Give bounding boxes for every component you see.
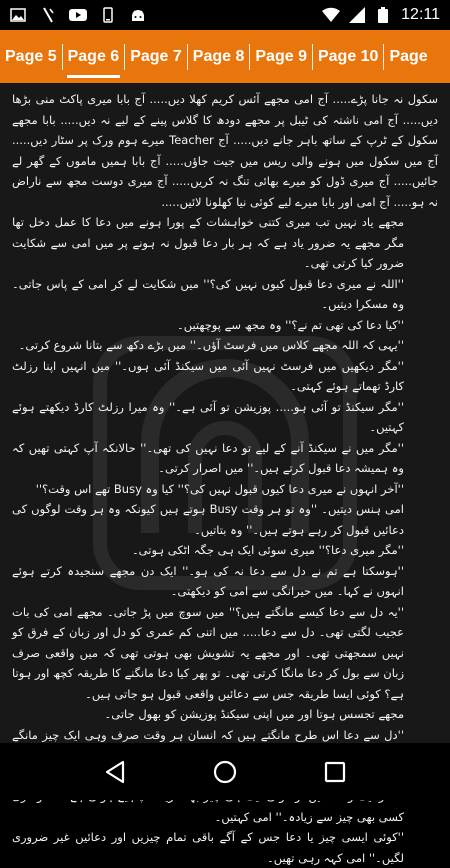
back-button[interactable] <box>95 752 135 792</box>
story-paragraph: ''مگر میں نے سیکنڈ آنے کے لیے تو دعا نہیں کی تھی۔'' حالانکہ آپ کہتی تھیں کہ وہ ہمیشہ دعا قبول کرتے ہیں۔'' میں اصرار کرتی۔ <box>12 440 404 475</box>
home-circle-icon <box>213 760 237 784</box>
story-content[interactable] <box>0 83 450 865</box>
story-paragraph: کسی بھی چیز سے زیادہ۔'' امی کہتیں۔ <box>214 809 404 824</box>
system-nav-bar <box>0 743 450 800</box>
recents-button[interactable] <box>315 752 355 792</box>
home-button[interactable] <box>205 752 245 792</box>
story-paragraph: سکول نہ جانا پڑے..... آج امی مجھے آئس کریم کھلا دیں..... آج بابا میری پاکٹ منی بڑھا دیں..... آج امی ناشتہ کی ٹیبل پر مجھے دودھ کا گلاس پینے کے لیے نہ دیں..... بابا مجھے سکول کے ٹرپ کے ساتھ باہر جانے دیں..... آج Teacher میرے ہوم ورک پر سٹار دیں..... آج میں سکول میں ہونے والی ریس میں جیت جاؤں..... آج بابا ہمیں ماموں کے گھر لے جائیں..... آج میری ڈول کو میرے بھائی تنگ نہ کریں..... آج میری دوست مجھ سے ناراض نہ ہو..... آج امی اور بابا میرے لیے کوئی نیا کھلونا لائیں..... <box>12 92 438 209</box>
wifi-icon <box>323 7 339 23</box>
story-paragraph: ''یہی کہ اللہ مجھے کلاس میں فرسٹ آؤں۔'' میں بڑے دکھ سے بتانا شروع کرتی۔ <box>18 338 404 352</box>
story-paragraph: مجھے تجسس ہوتا اور میں اپنی سیکنڈ پوزیشن کو بھول جاتی۔ <box>104 707 404 721</box>
signal-icon <box>349 7 365 23</box>
tab-page-5[interactable]: Page 5 <box>5 47 57 65</box>
tab-page-10[interactable]: Page 10 <box>317 47 379 65</box>
story-paragraph: ''ہوسکتا ہے تم نے دل سے دعا نہ کی ہو۔'' ایک دن مجھے سنجیدہ کرتے ہوئے انہوں نے کہا۔ میں حیرانگی سے امی کو دیکھتی۔ <box>12 563 404 598</box>
story-paragraph: ''اللہ نے میری دعا قبول کیوں نہیں کی؟'' میں شکایت لے کر امی کے پاس جاتی۔ وہ مسکرا دیتیں۔ <box>12 276 404 311</box>
youtube-icon <box>70 7 86 23</box>
story-paragraph: ''مگر سیکنڈ تو آئی ہو..... پوزیشن تو آئی ہے۔'' وہ میرا رزلٹ کارڈ دیکھتے ہوئے کہتیں۔ <box>12 399 404 434</box>
tab-page[interactable]: Page <box>389 47 428 65</box>
story-paragraph: ''کیا دعا کی تھی تم نے؟'' وہ مجھ سے پوچھتیں۔ <box>176 317 404 332</box>
slash-icon <box>40 7 56 23</box>
story-paragraph: ''آخر انہوں نے میری دعا کیوں قبول نہیں کی؟'' کیا وہ Busy تھے اس وقت؟'' <box>35 481 404 496</box>
image-icon <box>10 7 26 23</box>
status-bar <box>0 0 450 30</box>
story-paragraph: امی ہنس دیتیں۔ ''وہ تو ہر وقت Busy ہوتے ہیں کیونکہ وہ ہر وقت لوگوں کی دعائیں قبول کر رہے ہوتے ہیں۔'' وہ بتاتیں۔ <box>12 502 404 537</box>
story-paragraph: مجھے یاد نہیں تب میری کتنی خواہشات کے پورا ہونے میں دعا کا عمل دخل تھا مگر مجھے یہ ضرور یاد ہے کہ ہر بار دعا قبول نہ ہونے پر میں امی سے شکایت ضرور کیا کرتی تھی۔ <box>12 215 404 270</box>
status-time: 12:11 <box>401 6 440 23</box>
battery-icon <box>375 7 391 23</box>
page-tabs <box>0 30 450 83</box>
back-triangle-icon <box>104 760 126 784</box>
recents-square-icon <box>324 761 346 783</box>
story-paragraph: ''مگر میری دعا؟'' میری سوئی ایک ہی جگہ اٹکی ہوتی۔ <box>131 543 404 557</box>
android-icon <box>130 7 146 23</box>
tab-page-7[interactable]: Page 7 <box>130 47 182 65</box>
status-icons-left <box>10 7 146 23</box>
story-paragraph: ''مگر دیکھیں میں فرسٹ نہیں آئی میں سیکنڈ آئی ہوں۔'' میں انہیں اپنا رزلٹ کارڈ تھماتے ہوئے کہتی۔ <box>12 358 404 393</box>
story-paragraph: ''کوئی ایسی چیز یا دعا جس کے آگے باقی تمام چیزیں اور دعائیں غیر ضروری لگیں۔'' امی کہہ رہی تھیں۔ <box>12 830 404 865</box>
story-paragraph: ''دل سے دعا اس طرح مانگتے ہیں کہ انسان ہر وقت صرف وہی ایک چیز مانگے <box>12 727 404 742</box>
tab-page-9[interactable]: Page 9 <box>255 47 307 65</box>
tab-page-8[interactable]: Page 8 <box>192 47 245 65</box>
tab-page-6[interactable]: Page 6 <box>63 30 125 83</box>
story-paragraph: ''یہ دل سے دعا کیسے مانگتے ہیں؟'' میں سوچ میں پڑ جاتی۔ مجھے امی کی بات عجیب لگتی تھی۔ دل سے دعا..... میں اتنی کم عمری کو دل اور زبان کے فرق کو نہیں سمجھتی تھی۔ اور مجھے یہ تشویش بھی ہوتی تھی کہ میں واقعی صرف زبان سے بول کر دعا مانگا کرتی تھی۔ تو پھر کیا دعا مانگنے کا طریقہ کچھ اور ہوتا ہے؟ کوئی ایسا طریقہ جس سے دعائیں واقعی قبول ہو جاتی ہیں۔ <box>12 604 404 701</box>
page-tab-bar[interactable] <box>0 30 450 83</box>
status-icons-right <box>323 6 440 24</box>
phone-icon <box>100 7 116 23</box>
